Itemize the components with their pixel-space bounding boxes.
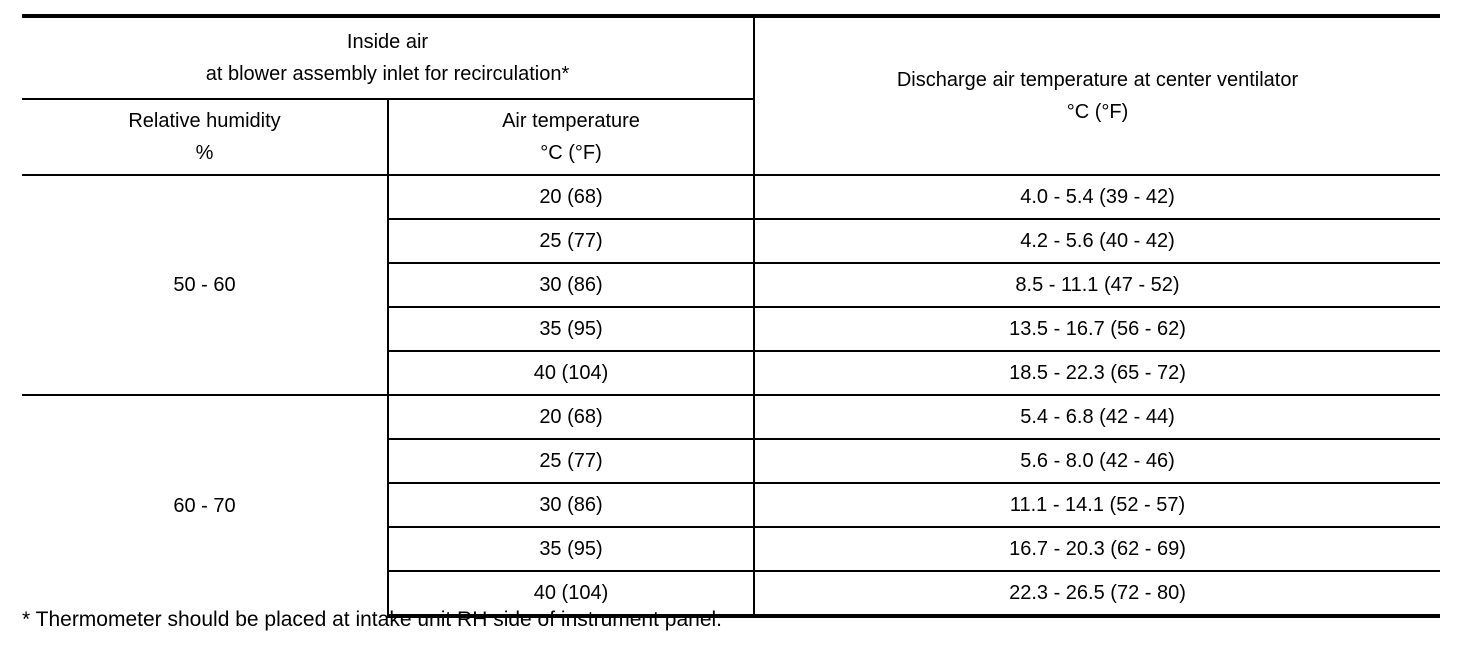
table-header xyxy=(22,16,1440,175)
discharge-temperature-cell: 18.5 - 22.3 (65 - 72) xyxy=(754,351,1440,395)
air-temperature-cell: 20 (68) xyxy=(388,395,754,439)
humidity-range-cell: 60 - 70 xyxy=(22,395,388,616)
discharge-temperature-cell: 4.2 - 5.6 (40 - 42) xyxy=(754,219,1440,263)
discharge-title: Discharge air temperature at center ventilator xyxy=(896,69,1299,91)
air-temperature-title: Air temperature xyxy=(502,110,640,132)
air-temperature-cell: 25 (77) xyxy=(388,439,754,483)
air-temperature-cell: 20 (68) xyxy=(388,175,754,219)
table-row xyxy=(22,175,1440,219)
header-row-top xyxy=(22,16,1440,99)
performance-table xyxy=(22,14,1440,618)
air-temperature-cell: 35 (95) xyxy=(388,307,754,351)
relative-humidity-unit: % xyxy=(195,142,214,164)
air-temperature-unit: °C (°F) xyxy=(540,142,602,164)
discharge-temperature-cell: 4.0 - 5.4 (39 - 42) xyxy=(754,175,1440,219)
table-body xyxy=(22,175,1440,616)
discharge-temperature-cell: 5.6 - 8.0 (42 - 46) xyxy=(754,439,1440,483)
relative-humidity-header xyxy=(22,99,388,175)
humidity-range-cell: 50 - 60 xyxy=(22,175,388,395)
air-temperature-header xyxy=(388,99,754,175)
air-temperature-cell: 35 (95) xyxy=(388,527,754,571)
discharge-temperature-cell: 13.5 - 16.7 (56 - 62) xyxy=(754,307,1440,351)
discharge-temperature-cell: 11.1 - 14.1 (52 - 57) xyxy=(754,483,1440,527)
discharge-header xyxy=(754,16,1440,175)
air-temperature-cell: 25 (77) xyxy=(388,219,754,263)
inside-air-header xyxy=(22,16,754,99)
air-temperature-cell: 30 (86) xyxy=(388,483,754,527)
inside-air-subtitle: at blower assembly inlet for recirculation* xyxy=(205,63,570,85)
discharge-temperature-cell: 16.7 - 20.3 (62 - 69) xyxy=(754,527,1440,571)
air-temperature-cell: 40 (104) xyxy=(388,571,754,616)
air-temperature-cell: 30 (86) xyxy=(388,263,754,307)
discharge-temperature-cell: 5.4 - 6.8 (42 - 44) xyxy=(754,395,1440,439)
discharge-unit: °C (°F) xyxy=(1066,101,1129,123)
performance-table-sheet xyxy=(22,14,1440,618)
table-row xyxy=(22,395,1440,439)
inside-air-title: Inside air xyxy=(346,31,429,53)
relative-humidity-title: Relative humidity xyxy=(128,110,281,132)
discharge-temperature-cell: 22.3 - 26.5 (72 - 80) xyxy=(754,571,1440,616)
discharge-temperature-cell: 8.5 - 11.1 (47 - 52) xyxy=(754,263,1440,307)
footnote: * Thermometer should be placed at intake unit RH side of instrument panel. xyxy=(22,608,722,631)
air-temperature-cell: 40 (104) xyxy=(388,351,754,395)
